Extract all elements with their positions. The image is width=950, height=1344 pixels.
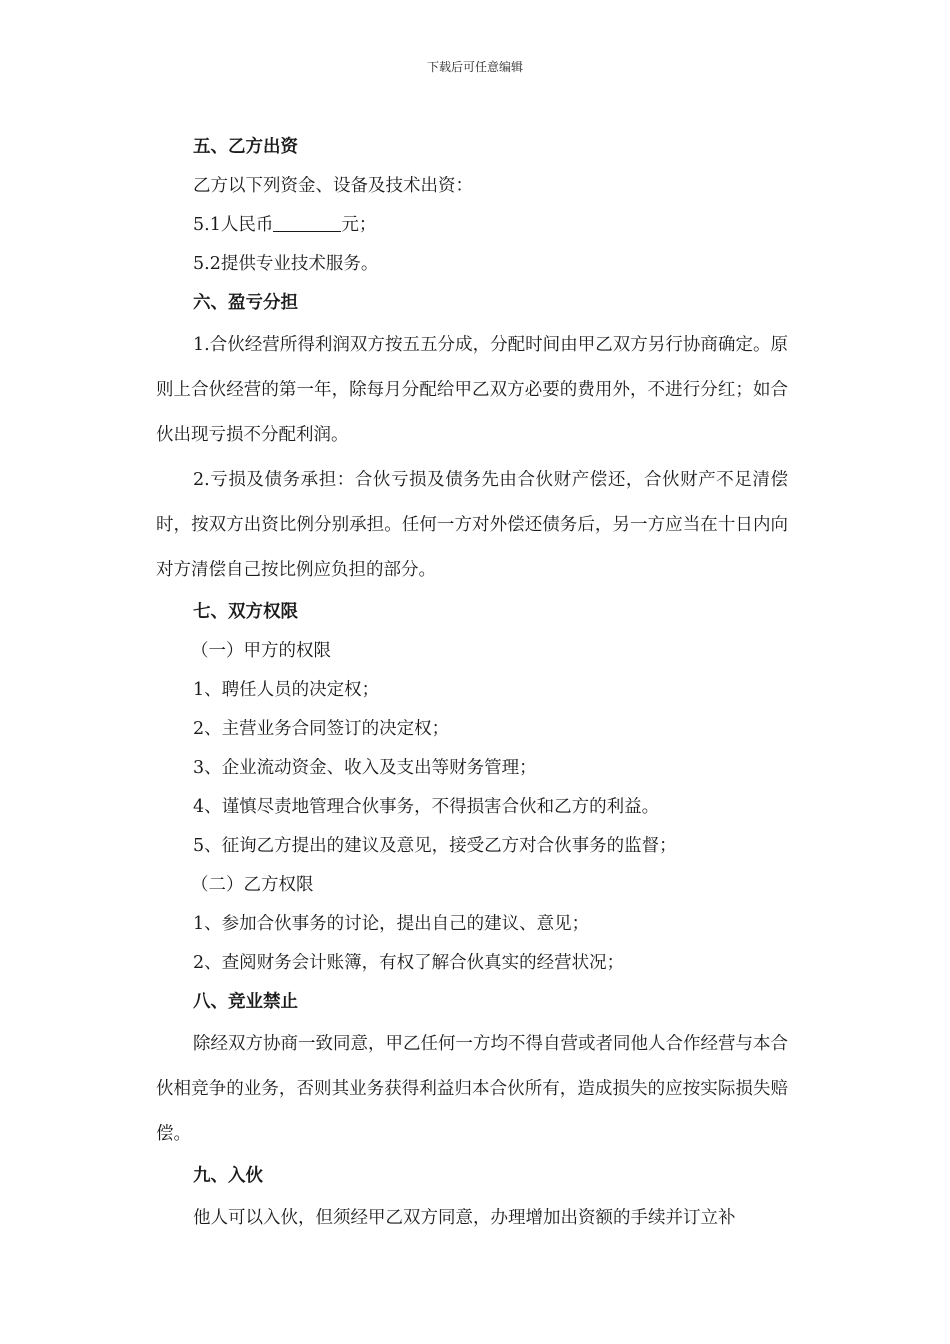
section-5-title: 五、乙方出资 xyxy=(193,137,298,157)
section-5-item-2: 5.2提供专业技术服务。 xyxy=(193,254,379,274)
section-6-paragraph-2: 2.亏损及债务承担：合伙亏损及债务先由合伙财产偿还，合伙财产不足清偿时，按双方出资比例分别承担。任何一方对外偿还债务后，另一方应当在十日内向对方清偿自己按比例应负担的部分。 xyxy=(156,470,788,580)
section-7-a-title: （一）甲方的权限 xyxy=(191,641,331,661)
list-item: 3、企业流动资金、收入及支出等财务管理； xyxy=(193,758,537,778)
item-1-suffix: 元； xyxy=(341,215,377,235)
section-8-paragraph-1: 除经双方协商一致同意，甲乙任何一方均不得自营或者同他人合作经营与本合伙相竞争的业务，否则其业务获得利益归本合伙所有，造成损失的应按实际损失赔偿。 xyxy=(156,1034,788,1144)
amount-blank xyxy=(273,211,341,232)
section-8-title: 八、竞业禁止 xyxy=(193,992,298,1012)
section-5-item-1 xyxy=(156,206,788,245)
section-7-title: 七、双方权限 xyxy=(193,602,298,622)
section-9-paragraph-1: 他人可以入伙，但须经甲乙双方同意，办理增加出资额的手续并订立补 xyxy=(193,1208,736,1228)
section-9-title: 九、入伙 xyxy=(193,1166,263,1186)
section-7-b-title: （二）乙方权限 xyxy=(191,875,314,895)
list-item: 2、查阅财务会计账簿，有权了解合伙真实的经营状况； xyxy=(193,953,625,973)
list-item: 2、主营业务合同签订的决定权； xyxy=(193,719,450,739)
section-6-title: 六、盈亏分担 xyxy=(193,293,298,313)
item-1-prefix: 5.1人民币 xyxy=(193,215,274,235)
section-5-intro: 乙方以下列资金、设备及技术出资： xyxy=(193,176,473,196)
list-item: 4、谨慎尽责地管理合伙事务，不得损害合伙和乙方的利益。 xyxy=(193,797,660,817)
section-6-paragraph-1: 1.合伙经营所得利润双方按五五分成，分配时间由甲乙双方另行协商确定。原则上合伙经营的第一年，除每月分配给甲乙双方必要的费用外，不进行分红；如合伙出现亏损不分配利润。 xyxy=(156,335,788,445)
list-item: 5、征询乙方提出的建议及意见，接受乙方对合伙事务的监督； xyxy=(193,836,677,856)
page-header-note: 下载后可任意编辑 xyxy=(426,60,523,74)
document-body xyxy=(156,128,788,1241)
list-item: 1、聘任人员的决定权； xyxy=(193,680,380,700)
list-item: 1、参加合伙事务的讨论，提出自己的建议、意见； xyxy=(193,914,590,934)
